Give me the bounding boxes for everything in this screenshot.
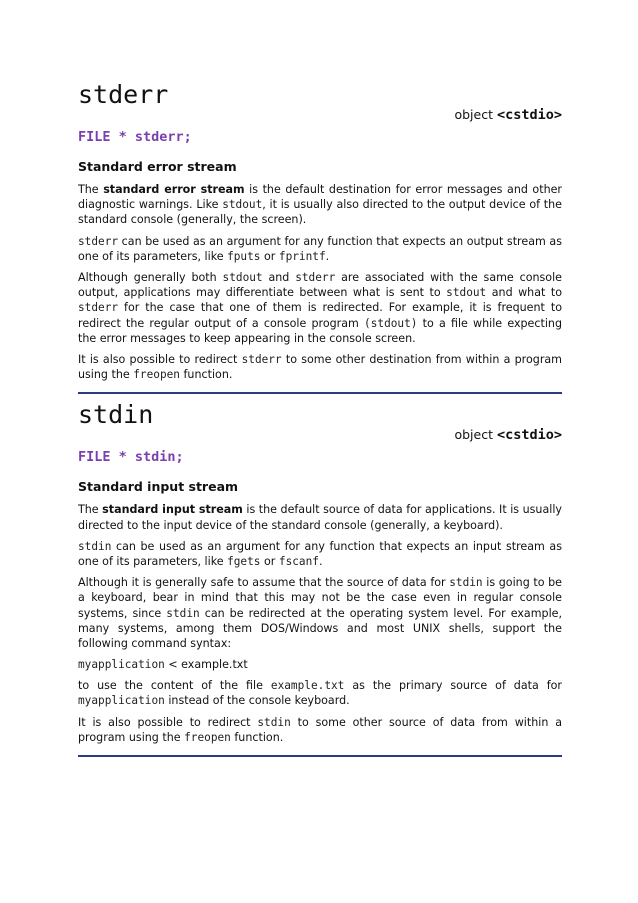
- code-stdin: stdin: [449, 576, 483, 590]
- stderr-paragraph-4: [78, 352, 562, 382]
- code-freopen[interactable]: freopen: [133, 368, 180, 382]
- stdin-paragraph-2: [78, 539, 562, 569]
- text: is the default destination for error messages and other diagnostic warnings. Like: [78, 183, 562, 212]
- text: is going to be a keyboard, bear in mind that this may not be the case even in regular console systems, since: [78, 576, 562, 620]
- code-stderr: stderr: [78, 301, 119, 315]
- stdin-title: stdin: [78, 400, 154, 430]
- code-stdin: stdin: [78, 539, 112, 553]
- stdin-paragraph-3: [78, 575, 562, 651]
- text: function.: [180, 368, 233, 382]
- code-stdout[interactable]: stdout: [222, 271, 263, 285]
- stderr-subtitle: Standard error stream: [78, 159, 237, 174]
- code-fgets[interactable]: fgets: [227, 555, 261, 569]
- text: to a file while expecting the error messages to keep appearing in the console screen.: [78, 316, 562, 345]
- stderr-declaration: FILE * stderr;: [78, 129, 192, 145]
- text: Although it is generally safe to assume that the source of data for: [78, 576, 450, 590]
- stdin-paragraph-1: [78, 502, 562, 532]
- code-myapplication: myapplication: [78, 694, 165, 708]
- text: is the default source of data for applications. It is usually directed to the input device of the standard console (generally, a keyboard).: [78, 503, 562, 532]
- text: for the case that one of them is redirected. For example, it is frequent to redirect the regular output of a console program: [78, 301, 562, 330]
- text: function.: [230, 730, 284, 744]
- text: The: [78, 503, 103, 517]
- code-fprintf[interactable]: fprintf: [278, 249, 326, 263]
- text: .: [318, 555, 323, 569]
- code-stdin: stdin: [257, 715, 291, 729]
- text: instead of the console keyboard.: [164, 694, 350, 708]
- text: .: [325, 249, 330, 263]
- text: < example.txt: [164, 658, 248, 672]
- code-stderr: stderr: [78, 234, 119, 248]
- text: and: [262, 271, 296, 285]
- text: and what to: [486, 286, 562, 300]
- code-myapplication: myapplication: [78, 658, 165, 672]
- text: can be used as an argument for any function that expects an input stream as one of its parameters, like: [78, 539, 562, 569]
- stderr-title: stderr: [78, 80, 169, 109]
- stderr-paragraph-1: [78, 182, 562, 228]
- text: to some other destination from within a program using the: [78, 353, 562, 382]
- stderr-kind-prefix: object: [454, 107, 493, 122]
- bold-text: standard input stream: [102, 503, 243, 517]
- stdin-section: [78, 394, 562, 757]
- stdin-paragraph-4: [78, 678, 562, 708]
- text: The: [78, 183, 104, 196]
- code-stdout[interactable]: stdout: [222, 198, 263, 212]
- code-example-txt: example.txt: [270, 679, 345, 693]
- text: can be used as an argument for any function that expects an output stream as one of its parameters, like: [78, 234, 562, 263]
- code-fscanf[interactable]: fscanf: [278, 555, 319, 569]
- text: or: [260, 555, 279, 569]
- section-divider: [78, 755, 562, 757]
- code-stderr: stderr: [241, 353, 282, 367]
- stderr-paragraph-2: [78, 234, 562, 264]
- code-fputs[interactable]: fputs: [227, 249, 261, 263]
- code-stdin: stdin: [166, 606, 200, 620]
- code-stdout-paren: (stdout): [364, 316, 418, 330]
- text: as the primary source of data for: [344, 679, 562, 693]
- code-freopen[interactable]: freopen: [184, 730, 231, 744]
- text: It is also possible to redirect: [78, 715, 258, 729]
- command-syntax: [78, 657, 562, 672]
- code-stdout[interactable]: stdout: [446, 286, 487, 300]
- stderr-paragraph-3: [78, 270, 562, 346]
- text: are associated with the same console output, applications may differentiate between what is sent to: [78, 271, 562, 300]
- text: , it is usually also directed to the output device of the standard console (generally, the screen).: [78, 198, 562, 227]
- stdin-subtitle: Standard input stream: [78, 479, 239, 495]
- code-stderr: stderr: [295, 271, 336, 285]
- stdin-paragraph-5: [78, 715, 562, 745]
- stdin-declaration: FILE * stdin;: [78, 449, 184, 466]
- stdin-kind-prefix: object: [454, 427, 493, 443]
- text: to some other source of data from within a program using the: [78, 715, 562, 744]
- stdin-header-link[interactable]: <cstdio>: [496, 427, 562, 444]
- text: It is also possible to redirect: [78, 353, 242, 367]
- reference-page: [78, 0, 562, 757]
- bold-text: standard error stream: [103, 183, 245, 196]
- text: Although generally both: [78, 271, 223, 285]
- text: can be redirected at the operating system level. For example, many systems, among them DOS/Windows and most UNIX shells, support the following command syntax:: [78, 606, 562, 651]
- stderr-header-link[interactable]: <cstdio>: [496, 107, 562, 123]
- stderr-section: [78, 0, 562, 394]
- text: or: [260, 249, 279, 263]
- text: to use the content of the file: [78, 679, 271, 693]
